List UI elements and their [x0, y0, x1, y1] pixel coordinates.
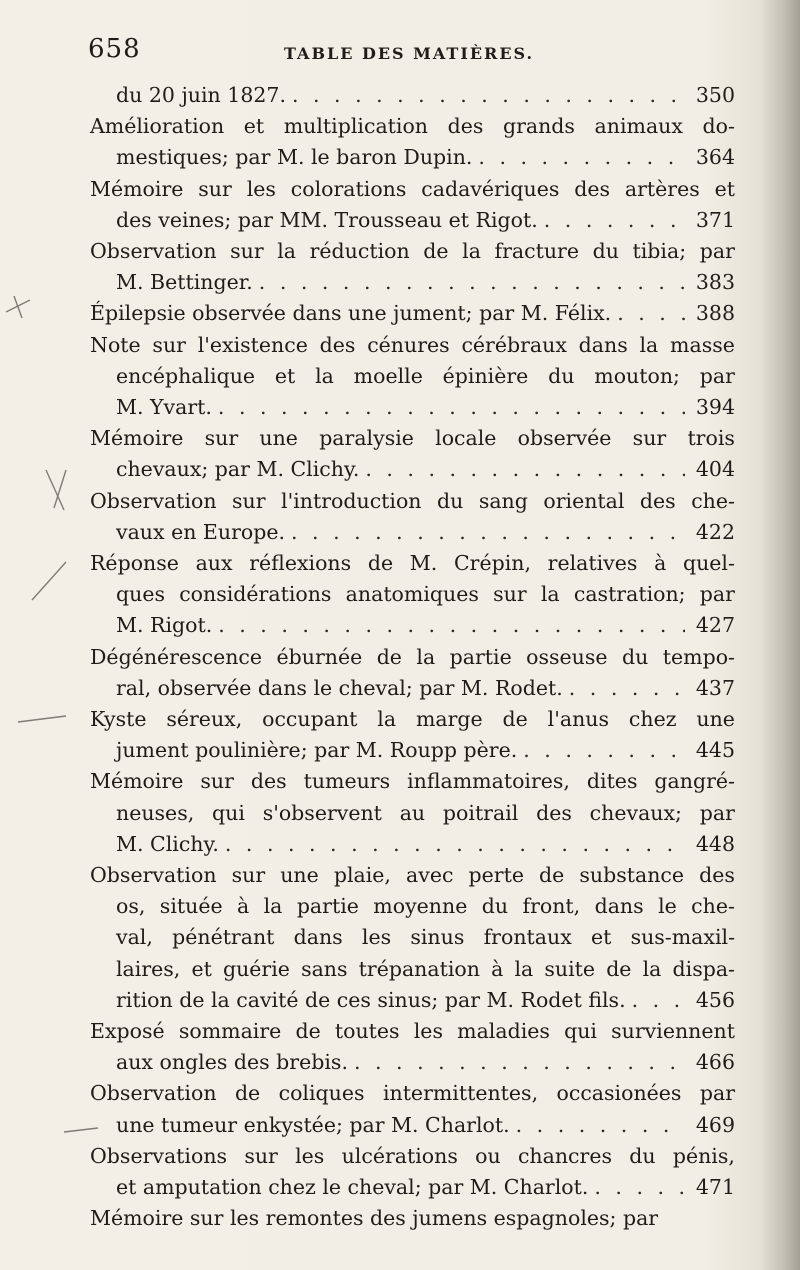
toc-word: dispa-: [672, 956, 735, 981]
toc-word: plaie,: [333, 863, 391, 887]
toc-word: che-: [691, 488, 735, 513]
toc-word: du: [548, 363, 575, 388]
toc-word: la: [263, 894, 283, 919]
toc-word: des: [699, 863, 735, 887]
toc-word: Mémoire: [90, 176, 184, 201]
toc-word: sur: [493, 582, 527, 607]
toc-entry-text: chevaux; par M. Clichy.: [116, 457, 360, 482]
toc-word: de: [376, 644, 402, 669]
toc-word: Observation: [90, 863, 217, 887]
toc-word: castration;: [573, 582, 686, 607]
toc-word: Réponse: [90, 551, 179, 575]
toc-word: animaux: [594, 114, 683, 139]
toc-word: et: [191, 956, 212, 981]
toc-word: de: [295, 1019, 321, 1043]
toc-word: et: [243, 114, 265, 139]
toc-word: située: [159, 894, 223, 919]
toc-word: Observations: [90, 1143, 228, 1168]
toc-page-number: 404: [695, 457, 735, 482]
toc-word: ulcérations: [341, 1143, 458, 1168]
toc-word: éburnée: [276, 644, 363, 669]
toc-word: les: [413, 1019, 443, 1043]
toc-word: sur: [200, 769, 234, 794]
toc-word: du: [437, 488, 464, 513]
toc-word: par: [699, 582, 735, 607]
toc-word: qui: [564, 1019, 597, 1043]
toc-word: coliques: [278, 1081, 365, 1106]
toc-entry-text: vaux en Europe.: [116, 519, 286, 544]
toc-page-number: 445: [695, 738, 735, 763]
toc-word: mouton;: [594, 363, 680, 388]
toc-word: surviennent: [611, 1019, 735, 1043]
toc-word: par: [699, 1081, 735, 1106]
toc-word: de: [367, 551, 394, 575]
toc-word: et: [590, 925, 612, 950]
toc-word: du: [592, 239, 619, 263]
toc-entry-text: ral, observée dans le cheval; par M. Rodet.: [116, 675, 563, 700]
toc-page-number: 471: [695, 1175, 735, 1199]
toc-word: réduction: [309, 239, 410, 263]
toc-word: et: [714, 176, 735, 201]
toc-word: dans: [578, 332, 628, 357]
toc-page-number: 394: [695, 395, 735, 419]
toc-word: cénures: [367, 332, 450, 357]
toc-word: sur: [632, 426, 667, 451]
toc-word: marge: [415, 707, 483, 731]
toc-word: poitrail: [442, 800, 519, 825]
toc-word: dans: [293, 925, 343, 950]
toc-word: à: [491, 956, 504, 981]
toc-word: ou: [475, 1143, 501, 1168]
toc-word: tumeurs: [303, 769, 391, 794]
toc-word: multiplication: [283, 114, 429, 139]
toc-word: les: [361, 925, 392, 950]
toc-word: chancres: [517, 1143, 612, 1168]
toc-page-number: 422: [695, 519, 735, 544]
toc-word: une: [280, 863, 319, 887]
toc-word: avec: [406, 863, 454, 887]
toc-word: occasionées: [556, 1081, 682, 1106]
toc-word: la: [315, 363, 334, 388]
toc-entry-text: une tumeur enkystée; par M. Charlot.: [116, 1112, 510, 1137]
toc-word: réflexions: [249, 551, 352, 575]
toc-word: encéphalique: [116, 363, 256, 388]
toc-word: la: [642, 956, 662, 981]
toc-word: au: [399, 800, 426, 825]
toc-word: Observation: [90, 1081, 217, 1106]
toc-word: dites: [586, 769, 638, 794]
toc-word: chevaux;: [589, 800, 682, 825]
toc-word: de: [234, 1081, 261, 1106]
toc-page-number: 456: [695, 987, 735, 1012]
toc-word: frontaux: [483, 925, 572, 950]
toc-word: épinière: [442, 363, 529, 388]
toc-word: l'introduction: [281, 488, 422, 513]
toc-page-number: 469: [695, 1112, 735, 1137]
toc-word: des: [639, 488, 676, 513]
running-title: TABLE DES MATIÈRES.: [284, 44, 535, 63]
toc-word: tempo-: [662, 644, 735, 669]
toc-word: les: [295, 1143, 325, 1168]
toc-word: des: [447, 114, 484, 139]
toc-word: sur: [204, 426, 239, 451]
toc-word: Kyste: [90, 707, 147, 731]
toc-word: s'observent: [262, 800, 382, 825]
toc-word: perte: [468, 863, 524, 887]
toc-word: Dégénérescence: [90, 644, 263, 669]
toc-word: sur: [152, 332, 186, 357]
toc-word: la: [377, 707, 397, 731]
toc-word: sur: [230, 239, 264, 263]
toc-word: observée: [517, 426, 612, 451]
toc-word: gangré-: [654, 769, 735, 794]
toc-word: et: [274, 363, 296, 388]
toc-word: sur: [231, 863, 266, 887]
toc-word: Observation: [90, 488, 217, 513]
toc-word: de: [423, 239, 449, 263]
toc-word: une: [259, 426, 298, 451]
toc-word: la: [416, 644, 436, 669]
toc-word: la: [639, 332, 659, 357]
toc-word: Mémoire: [90, 426, 184, 451]
toc-page-number: 350: [695, 83, 735, 107]
toc-word: Crépin,: [453, 551, 531, 575]
toc-word: artères: [624, 176, 700, 201]
toc-word: chez: [628, 707, 677, 731]
toc-entry-text: des veines; par MM. Trousseau et Rigot.: [116, 207, 538, 232]
toc-word: aux: [195, 551, 233, 575]
toc-word: moyenne: [373, 894, 468, 919]
toc-page-number: 383: [695, 270, 735, 295]
toc-word: pénétrant: [172, 925, 275, 950]
toc-word: sur: [198, 176, 232, 201]
toc-word: sans: [301, 956, 348, 981]
toc-word: une: [696, 707, 735, 731]
toc-word: à: [236, 894, 250, 919]
toc-word: du: [481, 894, 509, 919]
toc-entry-text: du 20 juin 1827.: [116, 83, 286, 107]
toc-word: la: [540, 582, 560, 607]
toc-word: quel-: [682, 551, 735, 575]
toc-word: Amélioration: [90, 114, 225, 139]
toc-word: che-: [691, 894, 735, 919]
toc-page-number: 437: [695, 675, 735, 700]
toc-word: toutes: [334, 1019, 400, 1043]
toc-word: des: [250, 769, 287, 794]
toc-word: substance: [579, 863, 685, 887]
toc-word: val,: [116, 925, 153, 950]
toc-word: pénis,: [672, 1143, 735, 1168]
toc-word: le: [658, 894, 677, 919]
toc-word: locale: [435, 426, 497, 451]
toc-word: sommaire: [178, 1019, 282, 1043]
toc-entry-text: M. Clichy.: [116, 831, 219, 856]
toc-entry-text: Mémoire sur les remontes des jumens espagnoles; par: [90, 1206, 659, 1231]
toc-word: occupant: [262, 707, 358, 731]
toc-word: Note: [90, 332, 141, 357]
toc-word: du: [629, 1143, 656, 1168]
toc-word: de: [539, 863, 565, 887]
toc-word: osseuse: [526, 644, 608, 669]
toc-word: do-: [702, 114, 735, 139]
toc-entry-text: M. Bettinger.: [116, 270, 253, 295]
toc-word: trois: [687, 426, 735, 451]
toc-word: os,: [116, 894, 146, 919]
toc-word: anatomiques: [345, 582, 479, 607]
page-number: 658: [88, 34, 141, 64]
toc-entry-text: Épilepsie observée dans une jument; par M. Félix.: [90, 301, 612, 326]
toc-word: sus-maxil-: [630, 925, 735, 950]
toc-word: sinus: [410, 925, 465, 950]
toc-word: du: [622, 644, 649, 669]
toc-word: des: [536, 800, 572, 825]
toc-entry-text: mestiques; par M. le baron Dupin.: [116, 145, 473, 170]
toc-word: l'anus: [547, 707, 610, 731]
toc-word: des: [574, 176, 611, 201]
toc-entry-text: aux ongles des brebis.: [116, 1050, 348, 1075]
toc-word: guérie: [222, 956, 290, 981]
toc-word: masse: [670, 332, 735, 357]
toc-word: ques: [116, 582, 165, 607]
toc-word: la: [462, 239, 481, 263]
toc-word: considérations: [179, 582, 332, 607]
toc-word: partie: [449, 644, 512, 669]
toc-word: oriental: [543, 488, 625, 513]
toc-entry-text: M. Rigot.: [116, 613, 213, 638]
toc-page-number: 388: [695, 301, 735, 326]
toc-word: par: [699, 239, 735, 263]
toc-word: sur: [232, 488, 266, 513]
toc-page-number: 448: [695, 831, 735, 856]
toc-page-number: 364: [695, 145, 735, 170]
toc-word: front,: [522, 894, 581, 919]
toc-entry-text: rition de la cavité de ces sinus; par M. Rodet fils.: [116, 987, 626, 1012]
toc-word: moelle: [353, 363, 423, 388]
toc-word: relatives: [547, 551, 638, 575]
toc-word: la: [277, 239, 297, 263]
toc-word: Mémoire: [90, 769, 184, 794]
toc-word: neuses,: [116, 800, 195, 825]
toc-word: la: [514, 956, 534, 981]
toc-word: suite: [544, 956, 596, 981]
toc-entry-text: M. Yvart.: [116, 395, 212, 419]
toc-word: paralysie: [319, 426, 414, 451]
toc-word: séreux,: [166, 707, 243, 731]
toc-entry-text: jument poulinière; par M. Roupp père.: [116, 738, 518, 763]
toc-word: des: [319, 332, 356, 357]
toc-word: l'existence: [197, 332, 308, 357]
toc-word: de: [502, 707, 528, 731]
toc-word: laires,: [116, 956, 181, 981]
toc-word: fracture: [494, 239, 579, 263]
toc-word: par: [699, 363, 735, 388]
toc-word: intermittentes,: [382, 1081, 539, 1106]
toc-word: cadavériques: [421, 176, 560, 201]
toc-entry-text: et amputation chez le cheval; par M. Charlot.: [116, 1175, 589, 1199]
toc-page-number: 466: [695, 1050, 735, 1075]
toc-page-number: 371: [695, 207, 735, 232]
toc-word: par: [699, 800, 735, 825]
toc-word: colorations: [290, 176, 407, 201]
toc-word: sang: [478, 488, 528, 513]
toc-word: les: [246, 176, 276, 201]
toc-word: Exposé: [90, 1019, 165, 1043]
toc-word: maladies: [457, 1019, 550, 1043]
toc-word: cérébraux: [461, 332, 567, 357]
toc-page-number: 427: [695, 613, 735, 638]
toc-word: grands: [502, 114, 575, 139]
toc-word: inflammatoires,: [407, 769, 570, 794]
toc-word: à: [654, 551, 667, 575]
toc-word: de: [606, 956, 632, 981]
toc-word: Observation: [90, 239, 217, 263]
toc-word: qui: [212, 800, 245, 825]
toc-word: dans: [594, 894, 644, 919]
toc-word: sur: [244, 1143, 278, 1168]
toc-word: tibia;: [632, 239, 687, 263]
toc-word: M.: [409, 551, 438, 575]
toc-word: partie: [296, 894, 359, 919]
toc-word: trépanation: [358, 956, 480, 981]
